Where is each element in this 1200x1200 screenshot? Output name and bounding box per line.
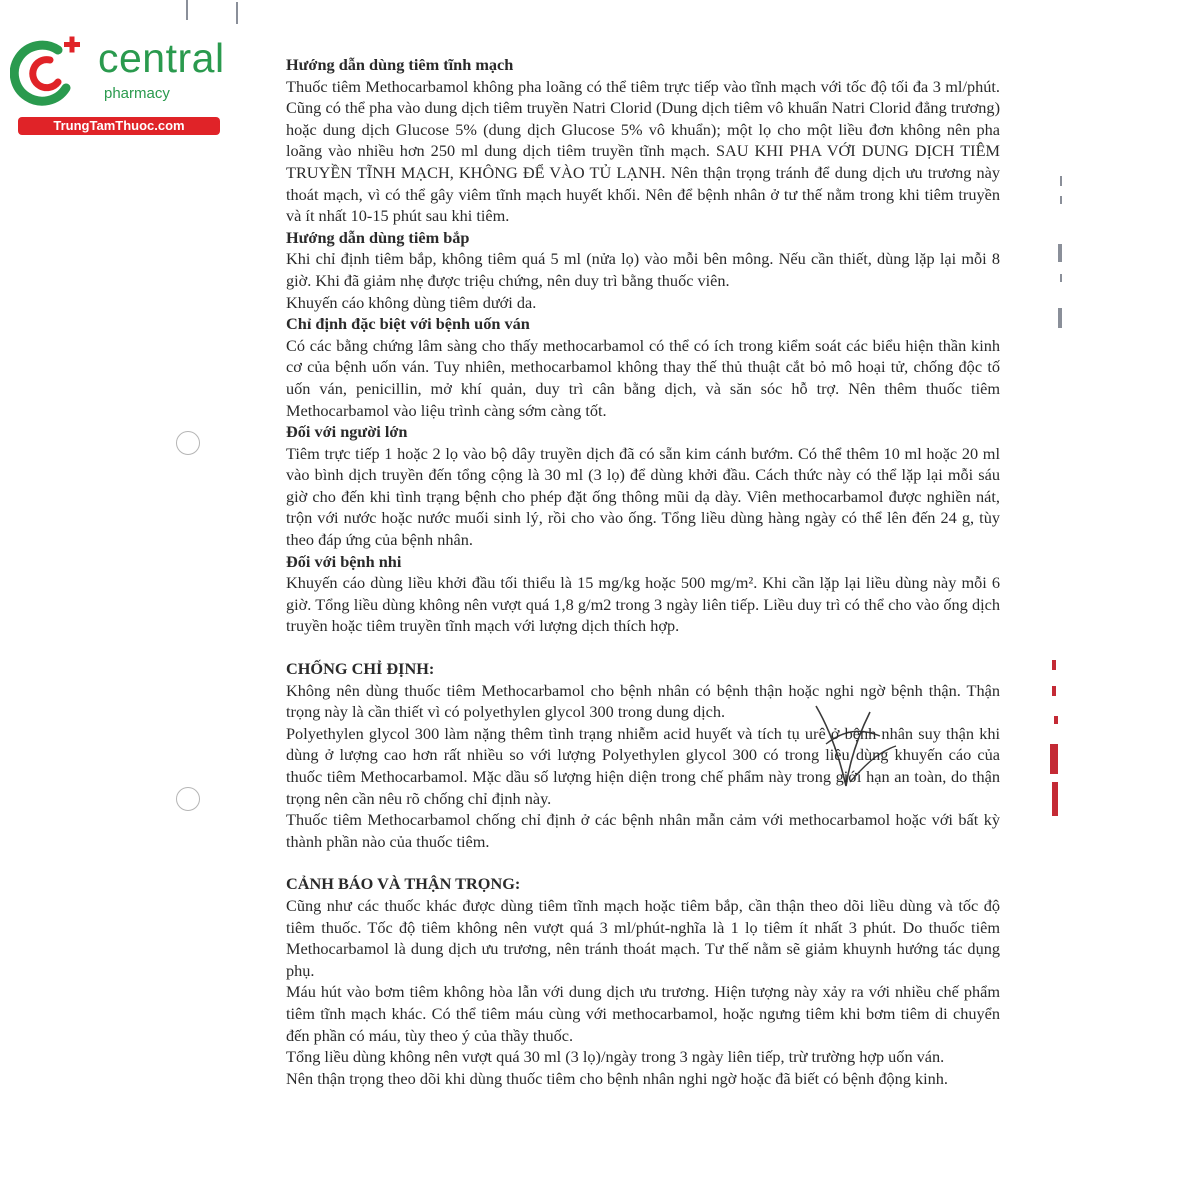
paragraph: Tiêm trực tiếp 1 hoặc 2 lọ vào bộ dây truyền dịch đã có sẵn kim cánh bướm. Có thể thêm 10 ml hoặc 20 ml vào bình dịch truyền đến tổng cộng là 30 ml (3 lọ) để dùng khởi đầu. Cách thức này có thể lặp lại mỗi sáu giờ cho đến khi tình trạng bệnh cho phép đặt ống thông mũi dạ dày. Viên methocarbamol được nghiền nát, trộn với nước hoặc nước muối sinh lý, rồi cho vào ống. Tổng liều dùng hàng ngày có thể lên đến 24 g, tùy theo đáp ứng của bệnh nhân. [286,443,1000,550]
section-heading: Chỉ định đặc biệt với bệnh uốn ván [286,314,530,334]
paragraph: Thuốc tiêm Methocarbamol không pha loãng có thể tiêm trực tiếp vào tĩnh mạch với tốc độ tối đa 3 ml/phút. Cũng có thể pha vào dung dịch tiêm truyền Natri Clorid (Dung dịch tiêm vô khuẩn Natri Clorid đẳng trương) hoặc dung dịch Glucose 5% (dung dịch Glucose 5% vô khuẩn); một lọ cho một liều đơn không nên pha loãng vào nhiều hơn 250 ml dung dịch tiêm truyền tĩnh mạch. SAU KHI PHA VỚI DUNG DỊCH TIÊM TRUYỀN TĨNH MẠCH, KHÔNG ĐỂ VÀO TỦ LẠNH. Nên thận trọng tránh để dung dịch ưu trương này thoát mạch, vì có thể gây viêm tĩnh mạch huyết khối. Nên để bệnh nhân ở tư thế nằm trong khi tiêm truyền và ít nhất 10-15 phút sau khi tiêm. [286,76,1000,226]
scan-mark [1058,244,1062,262]
section-heading: Đối với người lớn [286,422,408,442]
scan-mark [236,2,238,24]
paragraph: Tổng liều dùng không nên vượt quá 30 ml (3 lọ)/ngày trong 3 ngày liên tiếp, trừ trường hợp uốn ván. [286,1047,945,1067]
paragraph: Khuyến cáo không dùng tiêm dưới da. [286,292,537,312]
paragraph: Có các bằng chứng lâm sàng cho thấy methocarbamol có thể có ích trong kiểm soát các biểu hiện thần kinh cơ của bệnh uốn ván. Tuy nhiên, methocarbamol không thay thế thủ thuật cắt bỏ mô hoại tử, chống độc tố uốn ván, penicillin, mở khí quản, duy trì cân bằng dịch, và săn sóc hỗ trợ. Nên thêm thuốc tiêm Methocarbamol vào liệu trình càng sớm càng tốt. [286,335,1000,420]
section-heading: Hướng dẫn dùng tiêm tĩnh mạch [286,55,514,74]
paragraph: Nên thận trọng theo dõi khi dùng thuốc tiêm cho bệnh nhân nghi ngờ hoặc đã biết có bệnh động kinh. [286,1068,948,1088]
paragraph: Khi chỉ định tiêm bắp, không tiêm quá 5 ml (nửa lọ) vào mỗi bên mông. Nếu cần thiết, dùng lặp lại mỗi 8 giờ. Khi đã giảm nhẹ được triệu chứng, nên duy trì bằng thuốc viên. [286,249,1000,290]
central-pharmacy-logo-icon [10,36,90,108]
pharmacy-logo[interactable] [10,35,225,136]
scan-mark [1060,274,1062,282]
scan-mark [1060,196,1062,204]
red-margin-mark [1050,744,1058,774]
paragraph: Không nên dùng thuốc tiêm Methocarbamol cho bệnh nhân có bệnh thận hoặc nghi ngờ bệnh thận. Thận trọng này là cần thiết vì có polyethylen glycol 300 trong dung dịch. [286,680,1000,722]
paragraph: Thuốc tiêm Methocarbamol chống chỉ định ở các bệnh nhân mẫn cảm với methocarbamol hoặc với bất kỳ thành phần nào của thuốc tiêm. [286,810,1000,851]
red-margin-mark [1052,686,1056,696]
section-title: CHỐNG CHỈ ĐỊNH: [286,659,435,679]
punch-hole [176,787,200,811]
section-title: CẢNH BÁO VÀ THẬN TRỌNG: [286,874,521,894]
section-heading: Hướng dẫn dùng tiêm bắp [286,227,470,247]
paragraph: Polyethylen glycol 300 làm nặng thêm tình trạng nhiễm acid huyết và tích tụ urê ở bệnh nhân suy thận khi dùng ở lượng cao hơn rất nhiều so với lượng Polyethylen glycol 300 có trong liều dùng khuyến cáo của thuốc tiêm Methocarbamol. Mặc dầu số lượng hiện diện trong chế phẩm này trong giới hạn an toàn, do thận trọng nên cần nêu rõ chống chỉ định này. [286,723,1000,808]
document-body [286,54,1000,1089]
red-margin-mark [1052,782,1058,816]
paragraph: Cũng như các thuốc khác được dùng tiêm tĩnh mạch hoặc tiêm bắp, cần thận theo dõi liều dùng và tốc độ tiêm thuốc. Tốc độ tiêm không nên vượt quá 3 ml/phút-nghĩa là 1 lọ tiêm ít nhất 3 phút. Do thuốc tiêm Methocarbamol là dung dịch ưu trương, nên tránh thoát mạch. Tư thế nằm sẽ giảm khuynh hướng tác dụng phụ. [286,895,1000,980]
scan-mark [1060,176,1062,186]
logo-url-badge[interactable]: TrungTamThuoc.com [18,117,220,135]
paragraph: Máu hút vào bơm tiêm không hòa lẫn với dung dịch ưu trương. Hiện tượng này xảy ra với nhiều chế phẩm tiêm tĩnh mạch khác. Có thể tiêm máu cùng với methocarbamol, hoặc ngưng tiêm khi bơm tiêm di chuyển đến phần có máu, tùy theo ý của thầy thuốc. [286,982,1000,1045]
section-heading: Đối với bệnh nhi [286,551,402,571]
red-margin-mark [1052,660,1056,670]
punch-hole [176,431,200,455]
paragraph: Khuyến cáo dùng liều khởi đầu tối thiểu là 15 mg/kg hoặc 500 mg/m². Khi cần lặp lại liều dùng này mỗi 6 giờ. Tổng liều dùng không nên vượt quá 1,8 g/m2 trong 3 ngày liên tiếp. Liều duy trì có thể cho vào ống dịch truyền hoặc tiêm truyền tĩnh mạch với lượng dịch thích hợp. [286,573,1000,636]
scan-mark [186,0,188,20]
scan-mark [1058,308,1062,328]
logo-sub-text: pharmacy [104,85,170,102]
red-margin-mark [1054,716,1058,724]
logo-brand-text: central [98,35,225,81]
